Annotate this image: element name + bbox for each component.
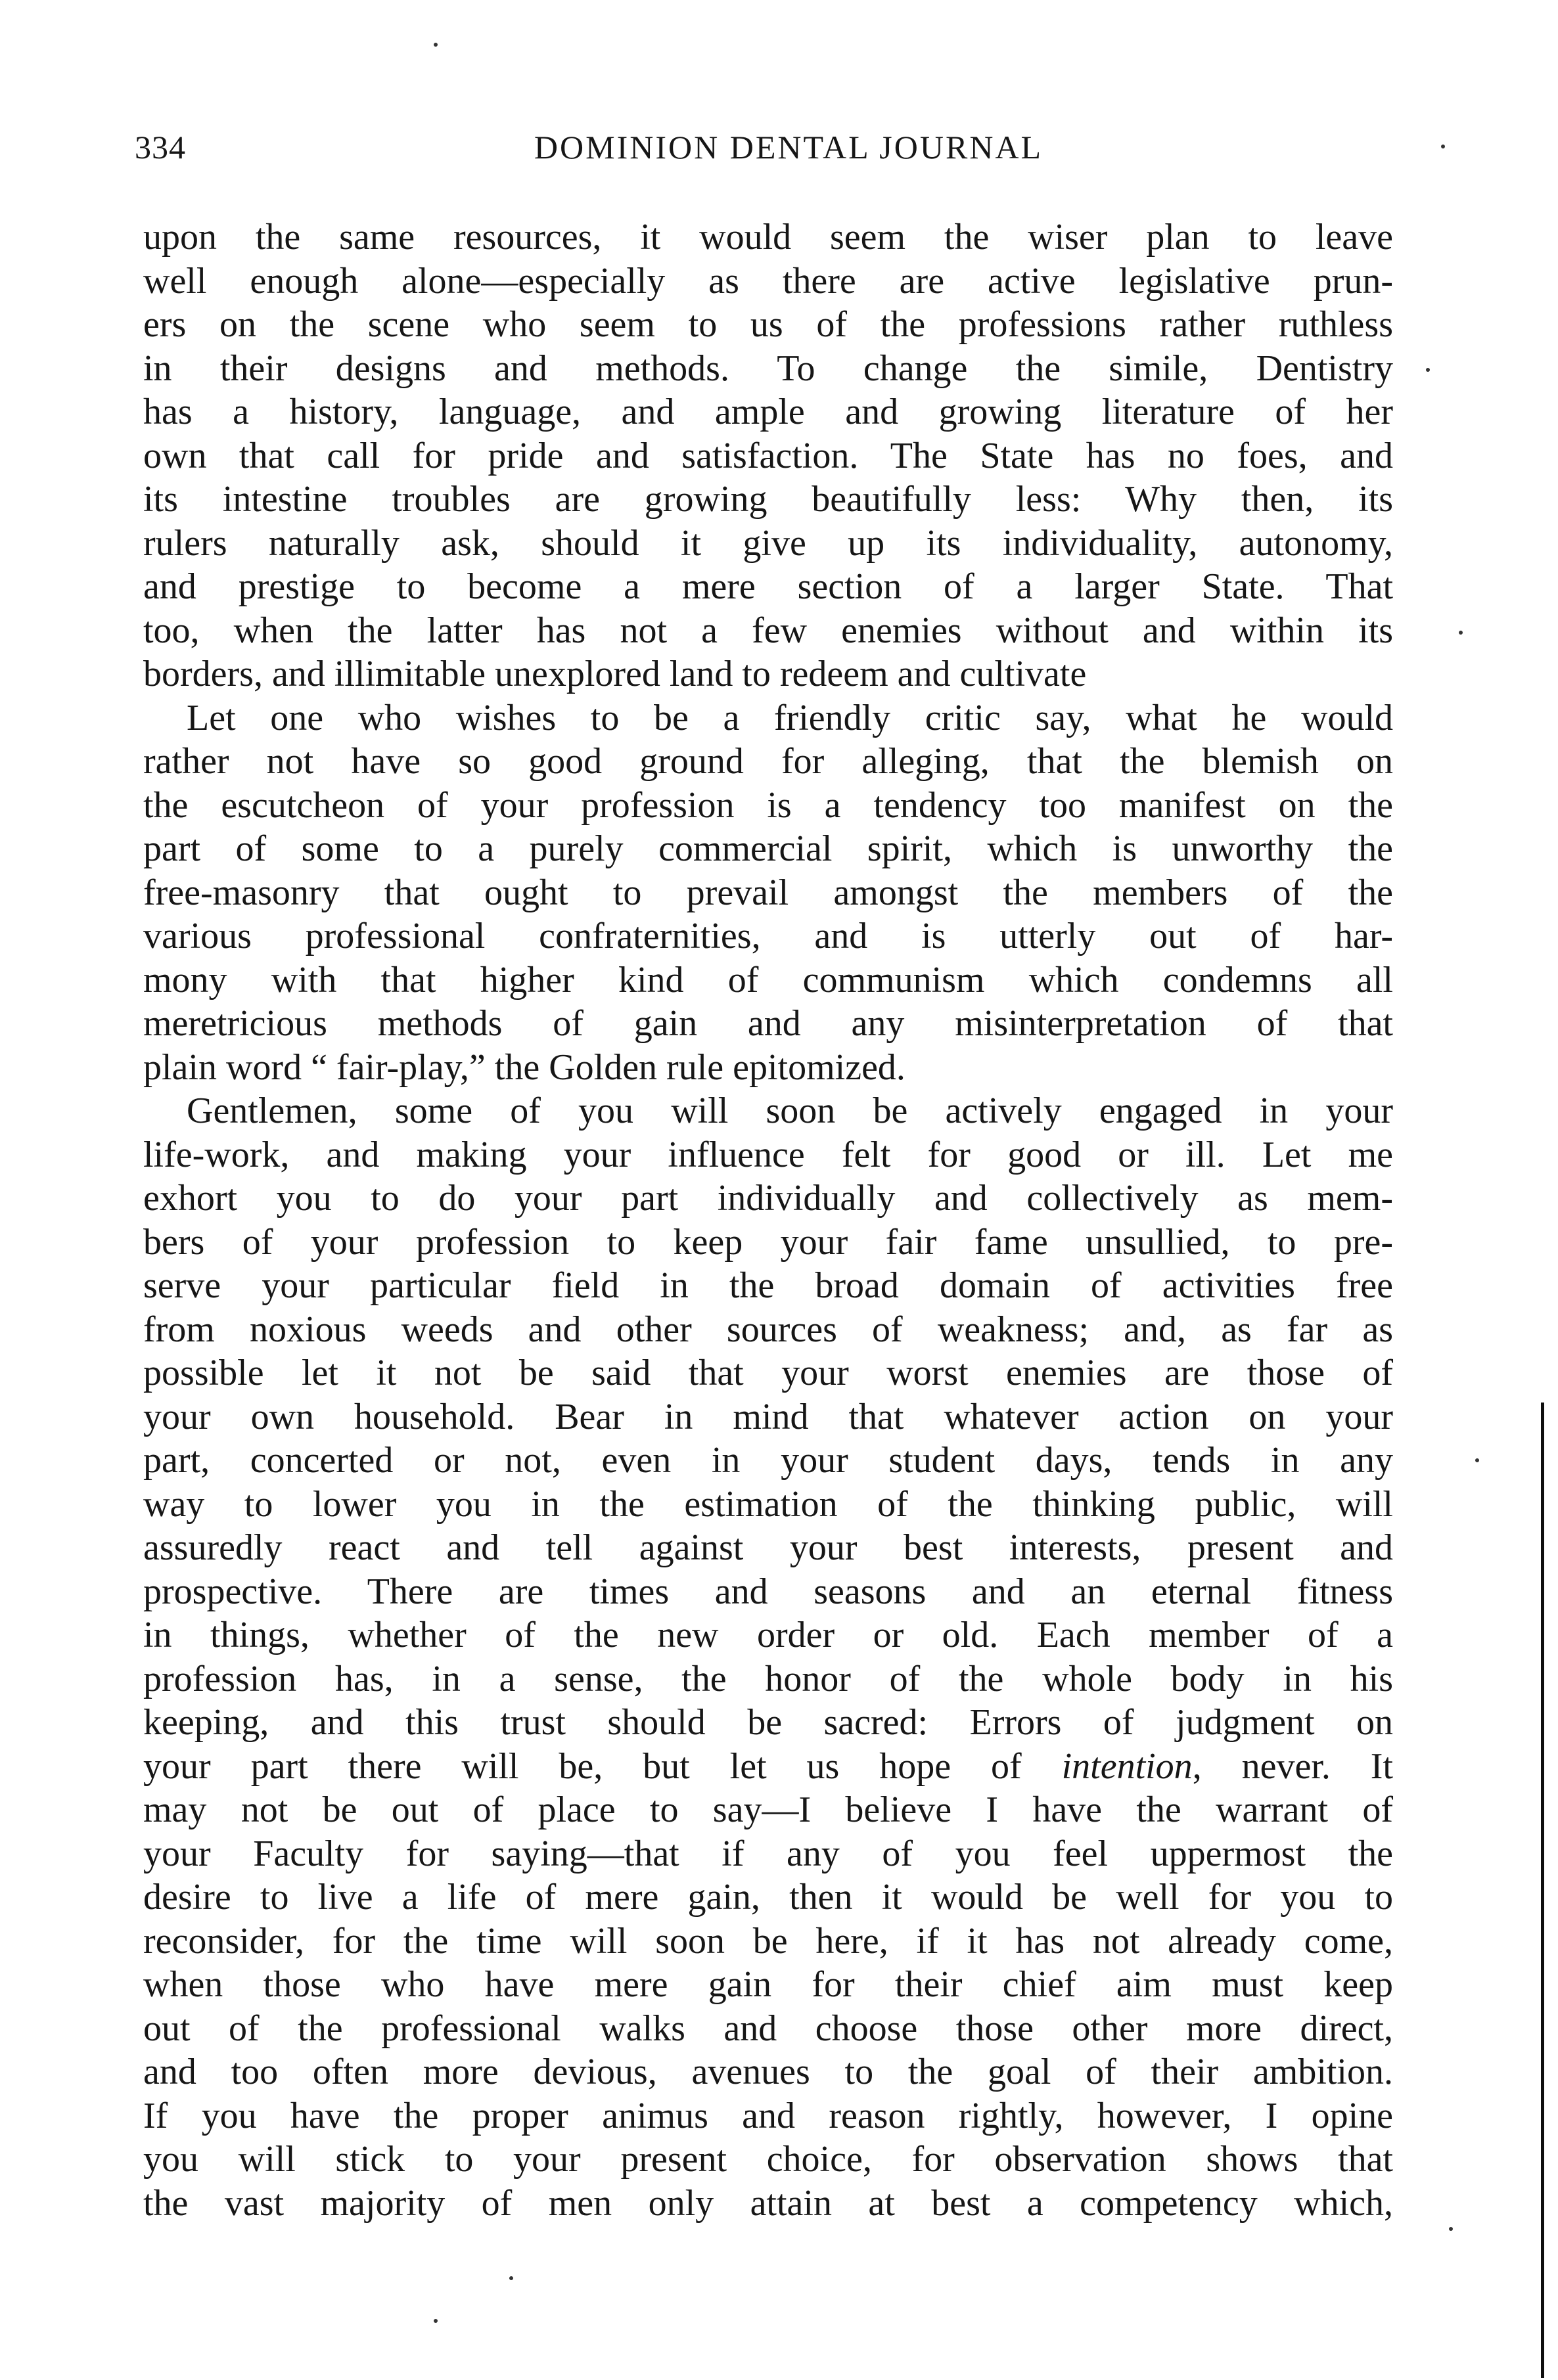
text-line: part of some to a purely commercial spirit, which is unworthy the bbox=[143, 828, 1393, 869]
text-line: the vast majority of men only attain at best a competency which, bbox=[143, 2182, 1393, 2224]
text-line: your own household. Bear in mind that whatever action on your bbox=[143, 1396, 1393, 1437]
text-line: has a history, language, and ample and growing literature of her bbox=[143, 392, 1393, 432]
text-line: ers on the scene who seem to us of the professions rather ruthless bbox=[143, 304, 1393, 345]
text-line: when those who have mere gain for their chief aim must keep bbox=[143, 1964, 1393, 2005]
text-line: rulers naturally ask, should it give up its individuality, autonomy, bbox=[143, 522, 1393, 564]
text-line: free-masonry that ought to prevail amongst the members of the bbox=[143, 872, 1393, 913]
scan-speck bbox=[1441, 145, 1445, 148]
text-line: and too often more devious, avenues to the goal of their ambition. bbox=[143, 2052, 1393, 2092]
text-line: well enough alone—especially as there are active legislative prun- bbox=[143, 260, 1393, 302]
text-line: may not be out of place to say—I believe I have the warrant of bbox=[143, 1789, 1393, 1830]
running-head: DOMINION DENTAL JOURNAL bbox=[534, 129, 1043, 166]
text-line: various professional confraternities, and is utterly out of har- bbox=[143, 916, 1393, 956]
page-header bbox=[135, 128, 1442, 174]
text-line: mony with that higher kind of communism which condemns all bbox=[143, 959, 1393, 1000]
paragraph bbox=[143, 1089, 1393, 2225]
text-line: rather not have so good ground for alleging, that the blemish on bbox=[143, 741, 1393, 782]
scan-speck bbox=[1426, 368, 1430, 372]
scan-edge-rule bbox=[1541, 1403, 1544, 2378]
scan-speck bbox=[434, 43, 438, 47]
text-line: serve your particular field in the broad domain of activities free bbox=[143, 1265, 1393, 1306]
text-line: your part there will be, but let us hope of intention, never. It bbox=[143, 1745, 1393, 1787]
text-line: upon the same resources, it would seem the wiser plan to leave bbox=[143, 217, 1393, 258]
text-line: Let one who wishes to be a friendly critic say, what he would bbox=[187, 697, 1393, 738]
text-line: If you have the proper animus and reason rightly, however, I opine bbox=[143, 2095, 1393, 2136]
text-line: out of the professional walks and choose those other more direct, bbox=[143, 2008, 1393, 2049]
text-line: bers of your profession to keep your fair fame unsullied, to pre- bbox=[143, 1221, 1393, 1263]
text-line: prospective. There are times and seasons and an eternal fitness bbox=[143, 1571, 1393, 1612]
text-line: its intestine troubles are growing beautifully less: Why then, its bbox=[143, 479, 1393, 520]
text-line: plain word “ fair-play,” the Golden rule epitomized. bbox=[143, 1046, 905, 1088]
scan-speck bbox=[1475, 1458, 1479, 1462]
text-line: keeping, and this trust should be sacred: Errors of judgment on bbox=[143, 1702, 1393, 1743]
text-line: reconsider, for the time will soon be here, if it has not already come, bbox=[143, 1920, 1393, 1962]
scan-speck bbox=[1449, 2227, 1453, 2231]
text-line: too, when the latter has not a few enemies without and within its bbox=[143, 610, 1393, 651]
text-line: life-work, and making your influence felt for good or ill. Let me bbox=[143, 1134, 1393, 1175]
text-line: meretricious methods of gain and any misinterpretation of that bbox=[143, 1003, 1393, 1044]
scan-speck bbox=[509, 2276, 513, 2280]
scan-speck bbox=[434, 2319, 438, 2323]
text-line: profession has, in a sense, the honor of the whole body in his bbox=[143, 1658, 1393, 1699]
text-line: you will stick to your present choice, for observation shows that bbox=[143, 2139, 1393, 2180]
text-line: in things, whether of the new order or old. Each member of a bbox=[143, 1615, 1393, 1655]
text-line: from noxious weeds and other sources of weakness; and, as far as bbox=[143, 1309, 1393, 1350]
text-line: Gentlemen, some of you will soon be actively engaged in your bbox=[187, 1090, 1393, 1131]
text-line: assuredly react and tell against your best interests, present and bbox=[143, 1527, 1393, 1568]
scan-speck bbox=[1459, 631, 1463, 635]
text-line: and prestige to become a mere section of a larger State. That bbox=[143, 566, 1393, 607]
text-line: the escutcheon of your profession is a tendency too manifest on the bbox=[143, 784, 1393, 826]
emphasis: intention bbox=[1061, 1745, 1193, 1787]
paragraph bbox=[143, 696, 1393, 1090]
paragraph bbox=[143, 215, 1393, 696]
text-line: way to lower you in the estimation of the thinking public, will bbox=[143, 1483, 1393, 1525]
text-line: borders, and illimitable unexplored land to redeem and cultivate bbox=[143, 654, 1087, 694]
text-line: part, concerted or not, even in your student days, tends in any bbox=[143, 1440, 1393, 1481]
text-line: desire to live a life of mere gain, then it would be well for you to bbox=[143, 1877, 1393, 1918]
text-line: possible let it not be said that your worst enemies are those of bbox=[143, 1353, 1393, 1393]
text-line: your Faculty for saying—that if any of you feel uppermost the bbox=[143, 1833, 1393, 1874]
text-line: own that call for pride and satisfaction. The State has no foes, and bbox=[143, 435, 1393, 476]
body-text bbox=[143, 215, 1393, 2225]
page-number: 334 bbox=[135, 129, 186, 166]
text-line: exhort you to do your part individually and collectively as mem- bbox=[143, 1178, 1393, 1219]
text-line: in their designs and methods. To change the simile, Dentistry bbox=[143, 348, 1393, 389]
